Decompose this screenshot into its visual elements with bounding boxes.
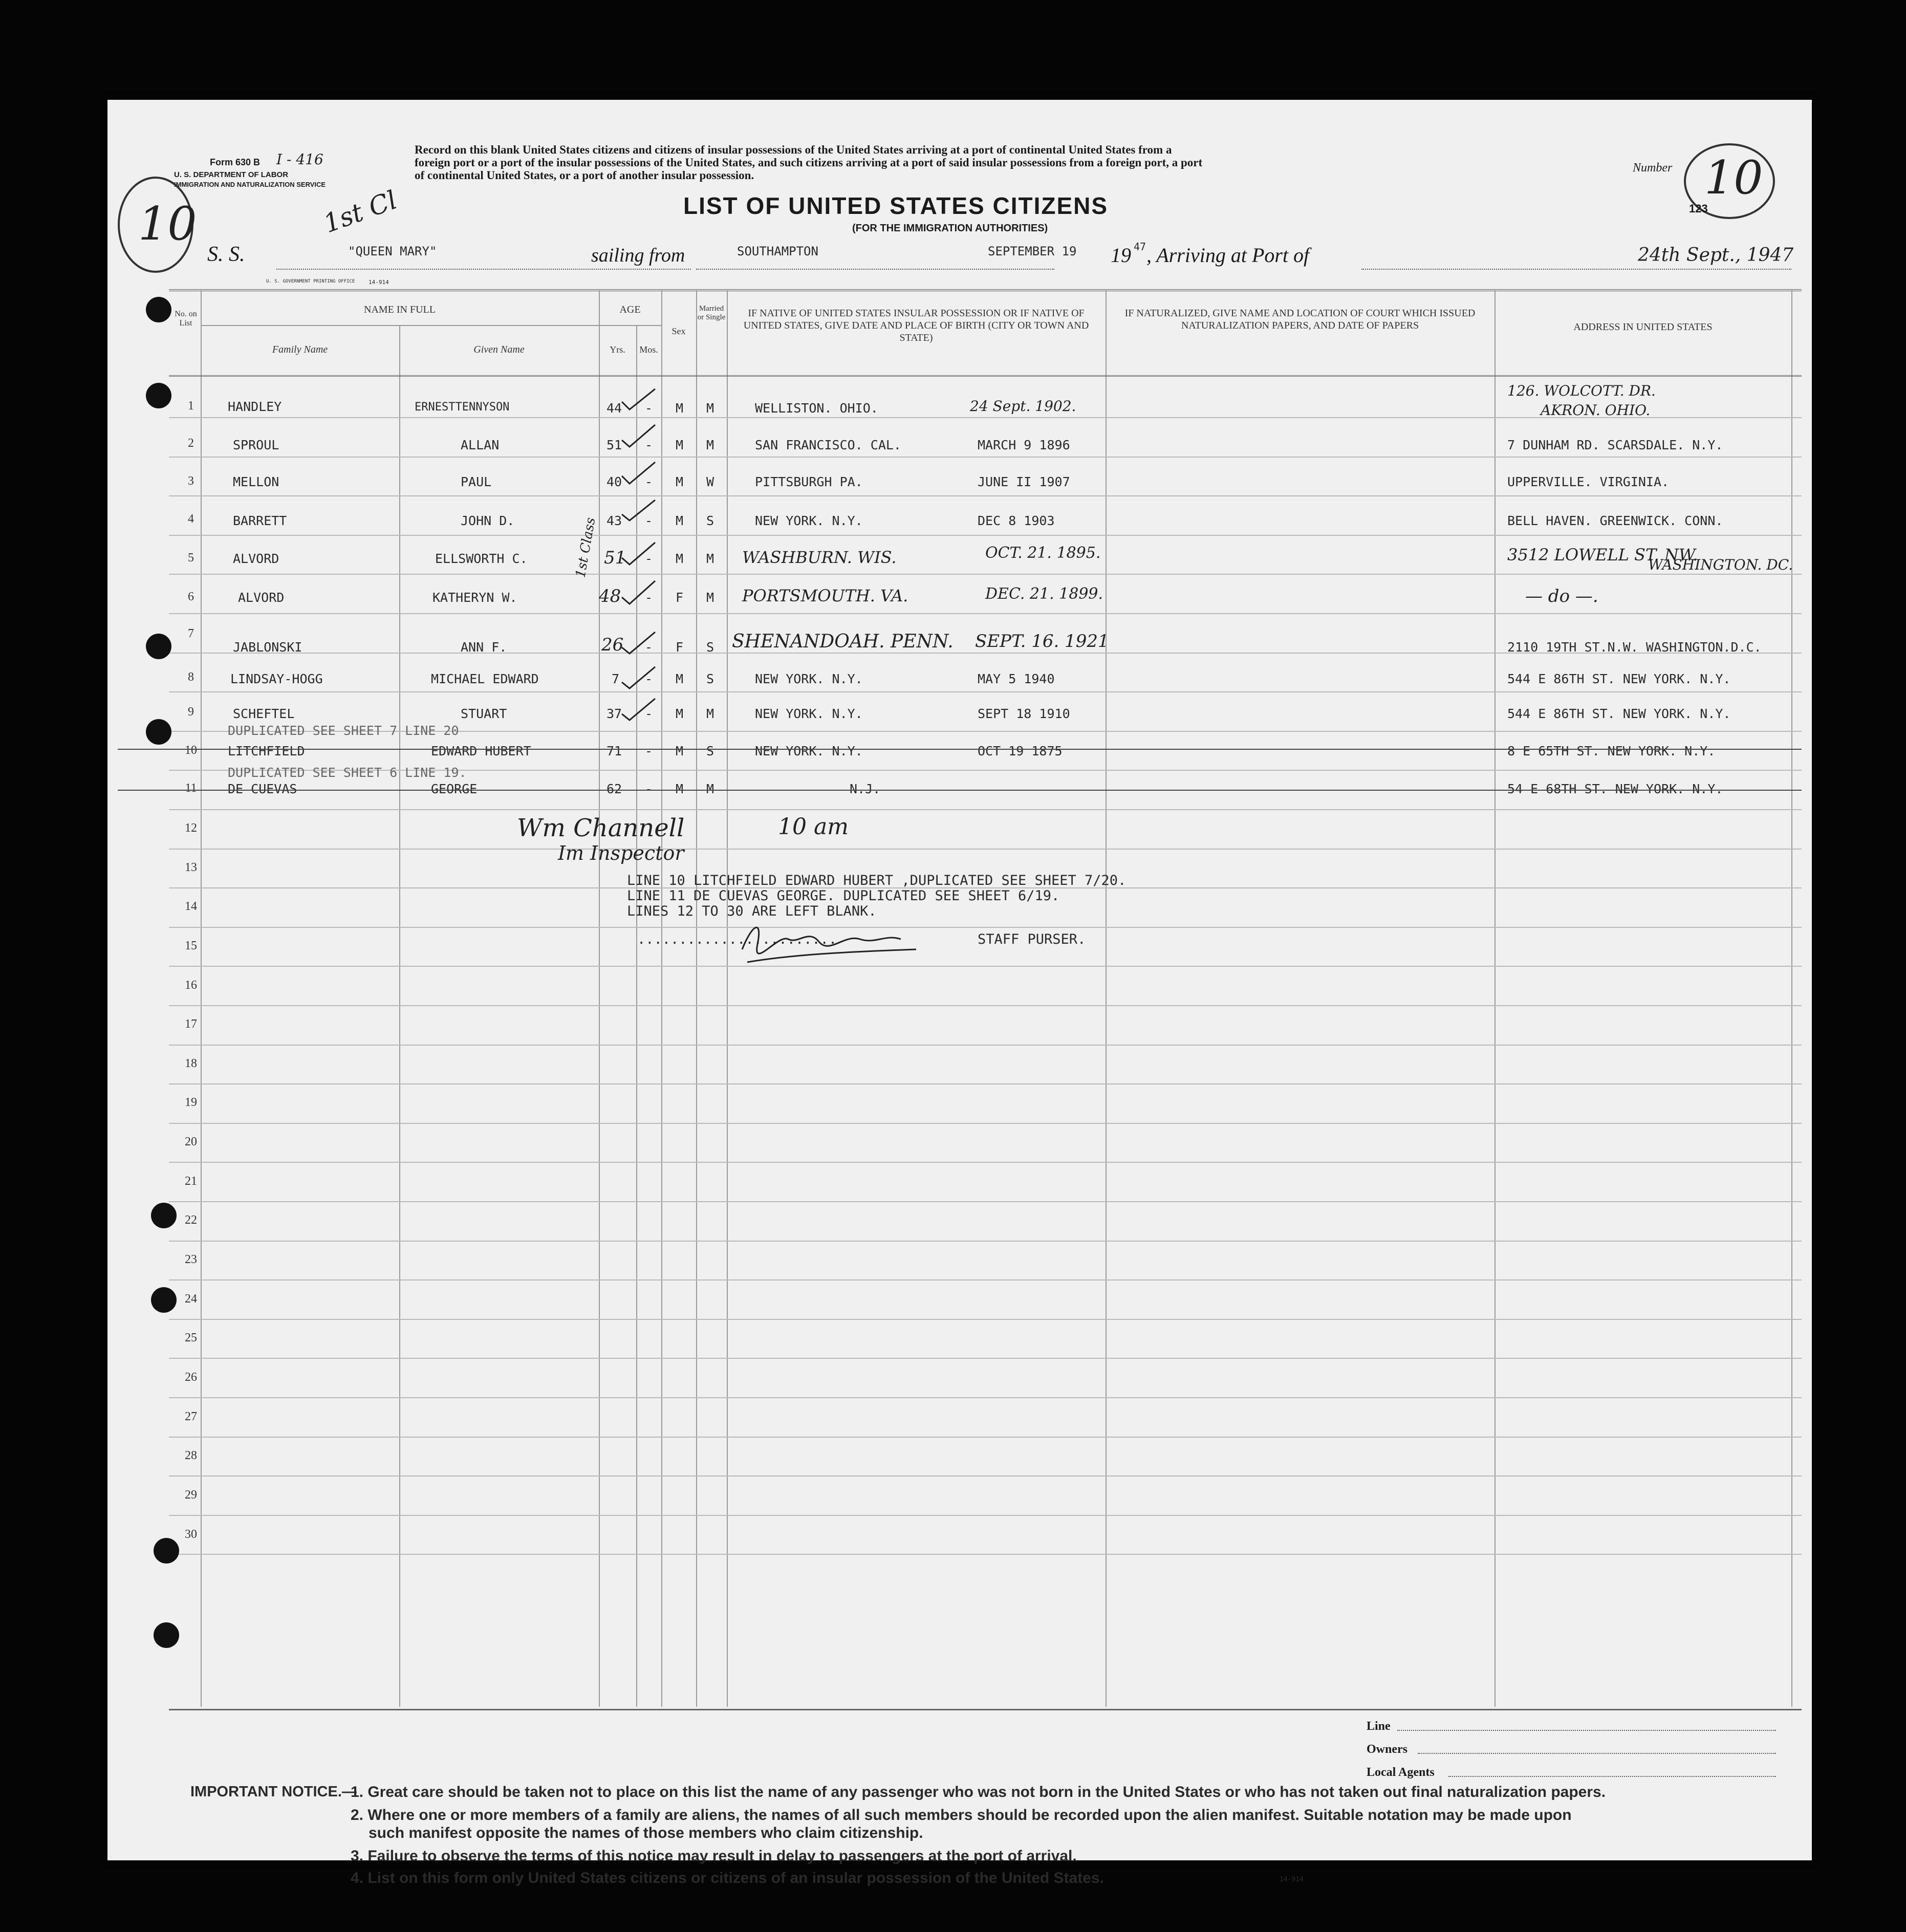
age-years: 40 (607, 474, 622, 489)
row-rule (169, 1279, 1802, 1280)
birth-date: JUNE II 1907 (978, 474, 1070, 489)
family-name: SCHEFTEL (233, 706, 295, 721)
birth-place: PORTSMOUTH. VA. (742, 586, 908, 605)
age-months: - (645, 590, 653, 605)
birth-place: WELLISTON. OHIO. (755, 401, 878, 416)
number-label: Number (1633, 161, 1673, 175)
printing-office: U. S. GOVERNMENT PRINTING OFFICE (266, 279, 355, 284)
given-name: PAUL (461, 474, 492, 489)
family-name: ALVORD (233, 551, 279, 566)
given-name: STUART (461, 706, 507, 721)
year-prefix: 19 (1111, 244, 1131, 267)
agents-label: Local Agents (1367, 1766, 1435, 1779)
purser-note-3: LINES 12 TO 30 ARE LEFT BLANK. (627, 903, 877, 919)
row-number: 4 (188, 512, 194, 526)
row-rule (169, 1241, 1802, 1242)
port-from: SOUTHAMPTON (737, 244, 818, 258)
row-rule (169, 1437, 1802, 1438)
family-name: BARRETT (233, 513, 287, 528)
punch-hole (146, 297, 171, 322)
birth-place: NEW YORK. N.Y. (755, 513, 863, 528)
birth-place: PITTSBURGH PA. (755, 474, 863, 489)
family-name: MELLON (233, 474, 279, 489)
footer-code: 14-914 (1280, 1876, 1304, 1883)
given-name: MICHAEL EDWARD (431, 671, 539, 686)
row-rule (169, 1005, 1802, 1006)
class-note: 1st Cl (319, 185, 401, 239)
purser-note-2: LINE 11 DE CUEVAS GEORGE. DUPLICATED SEE SHEET 6/19. (627, 888, 1060, 904)
row-rule (169, 1162, 1802, 1163)
age-months: - (645, 401, 653, 416)
page-title: LIST OF UNITED STATES CITIZENS (683, 192, 1109, 219)
marital-status: M (706, 401, 714, 416)
port-underline (696, 269, 1054, 270)
family-name: ALVORD (238, 590, 285, 605)
punch-hole (154, 1538, 179, 1564)
row-rule (169, 574, 1802, 575)
header-married: Married or Single (697, 305, 726, 321)
sex: M (676, 706, 684, 721)
row-rule (169, 1554, 1802, 1555)
address: 8 E 65TH ST. NEW YORK. N.Y. (1507, 744, 1716, 758)
form-stamp: I - 416 (276, 151, 323, 168)
row-rule (169, 1397, 1802, 1398)
row-number: 24 (185, 1292, 197, 1306)
header-address: ADDRESS IN UNITED STATES (1573, 321, 1713, 333)
row-number: 29 (185, 1488, 197, 1502)
row-number: 21 (185, 1175, 197, 1188)
notice-title: IMPORTANT NOTICE.— (190, 1784, 357, 1800)
given-name: EDWARD HUBERT (431, 744, 531, 758)
row-number: 13 (185, 861, 197, 874)
row-rule (169, 613, 1802, 614)
header-mos: Mos. (639, 344, 658, 355)
row-rule (169, 1475, 1802, 1477)
sex: M (676, 744, 684, 758)
row-rule (169, 495, 1802, 496)
age-months: - (645, 474, 653, 489)
strike-line-10 (118, 749, 1802, 750)
birth-date: 24 Sept. 1902. (970, 398, 1076, 415)
row-rule (169, 691, 1802, 692)
age-years: 43 (607, 513, 622, 528)
address: 3512 LOWELL ST. NW. (1507, 545, 1698, 565)
birth-date: SEPT. 16. 1921 (975, 631, 1109, 652)
birth-place: N.J. (850, 782, 881, 796)
family-name: SPROUL (233, 438, 279, 452)
inspector-title: Im Inspector (558, 842, 684, 864)
row-rule (169, 457, 1802, 458)
birth-date: OCT 19 1875 (978, 744, 1063, 758)
age-years: 7 (612, 671, 620, 686)
address: 54 E 68TH ST. NEW YORK. N.Y. (1507, 782, 1723, 796)
instruction-1: Record on this blank United States citizens and citizens of insular possessions of the United States arriving at a port of continental United States from a (415, 143, 1172, 156)
header-birth: IF NATIVE OF UNITED STATES INSULAR POSSESSION OR IF NATIVE OF UNITED STATES, GIVE DATE AND PLACE OF BIRTH (CITY OR TOWN AND STATE) (743, 308, 1089, 343)
birth-place: NEW YORK. N.Y. (755, 671, 863, 686)
row-rule (169, 1201, 1802, 1202)
birth-date: DEC. 21. 1899. (985, 585, 1103, 603)
inspector-time: 10 am (778, 814, 849, 840)
notice-2a: 2. Where one or more members of a family are aliens, the names of all such members should be recorded upon the alien manifest. Suitable notation may be made upon (351, 1807, 1572, 1824)
purser-signature (732, 914, 937, 970)
given-name: JOHN D. (461, 513, 515, 528)
duplicate-note: DUPLICATED SEE SHEET 7 LINE 20 (228, 723, 459, 738)
row-number: 25 (185, 1331, 197, 1344)
age-months: - (645, 782, 653, 796)
header-family: Family Name (272, 344, 328, 355)
manifest-sheet (107, 100, 1812, 1886)
row-number: 9 (188, 705, 194, 719)
row-rule (169, 1083, 1802, 1084)
page-subtitle: (FOR THE IMMIGRATION AUTHORITIES) (852, 223, 1048, 234)
birth-date: MAY 5 1940 (978, 671, 1055, 686)
row-rule (169, 809, 1802, 810)
row-number: 5 (188, 551, 194, 565)
birth-place: WASHBURN. WIS. (742, 548, 897, 567)
birth-place: SHENANDOAH. PENN. (732, 631, 954, 652)
family-name: LINDSAY-HOGG (230, 671, 323, 686)
birth-date: OCT. 21. 1895. (985, 544, 1101, 562)
strike-line-11 (118, 790, 1802, 791)
year-suffix: 47 (1134, 241, 1146, 253)
sex: M (676, 782, 684, 796)
sex: M (676, 438, 684, 452)
age-months: - (645, 744, 653, 758)
row-number: 11 (185, 782, 197, 795)
family-name: JABLONSKI (233, 640, 302, 655)
notice-2b: such manifest opposite the names of those members who claim citizenship. (369, 1825, 923, 1841)
header-naturalized: IF NATURALIZED, GIVE NAME AND LOCATION OF COURT WHICH ISSUED NATURALIZATION PAPERS, AND DATE OF PAPERS (1124, 308, 1476, 331)
purser-dots: ........................ (637, 931, 837, 947)
row-number: 16 (185, 979, 197, 992)
age-years: 62 (607, 782, 622, 796)
marital-status: M (706, 438, 714, 452)
row-number: 27 (185, 1410, 197, 1423)
sex: M (676, 401, 684, 416)
line-label: Line (1367, 1720, 1391, 1733)
number-value: 10 (1704, 151, 1763, 205)
row-rule (169, 966, 1802, 967)
sex: M (676, 474, 684, 489)
birth-place: NEW YORK. N.Y. (755, 744, 863, 758)
marital-status: M (706, 590, 714, 605)
arrival-underline (1361, 269, 1791, 270)
dept-line-2: IMMIGRATION AND NATURALIZATION SERVICE (174, 181, 326, 188)
margin-note: 1st Class (573, 516, 599, 579)
sex: M (676, 671, 684, 686)
row-number: 19 (185, 1096, 197, 1109)
purser-title: STAFF PURSER. (978, 931, 1086, 947)
birth-date: MARCH 9 1896 (978, 438, 1070, 452)
row-number: 30 (185, 1528, 197, 1541)
row-number: 28 (185, 1449, 197, 1462)
ss-label: S. S. (207, 243, 245, 266)
family-name: DE CUEVAS (228, 782, 297, 796)
header-name: NAME IN FULL (364, 304, 436, 315)
address: UPPERVILLE. VIRGINIA. (1507, 474, 1670, 489)
row-number: 26 (185, 1371, 197, 1384)
punch-hole (154, 1622, 179, 1648)
owners-label: Owners (1367, 1743, 1407, 1756)
given-name: ELLSWORTH C. (435, 551, 528, 566)
header-age: AGE (619, 304, 641, 315)
row-rule (169, 1515, 1802, 1516)
print-code: 14-914 (369, 279, 389, 286)
address: BELL HAVEN. GREENWICK. CONN. (1507, 513, 1723, 528)
address: 544 E 86TH ST. NEW YORK. N.Y. (1507, 671, 1731, 686)
page-circle-number: 10 (138, 197, 197, 251)
header-no: No. on List (175, 310, 197, 328)
row-number: 15 (185, 939, 197, 952)
age-years: 44 (607, 401, 622, 416)
ship-underline (276, 269, 691, 270)
row-number: 7 (188, 627, 194, 640)
age-years: 48 (599, 586, 621, 606)
header-given: Given Name (473, 344, 525, 355)
row-number: 2 (188, 437, 194, 450)
instruction-3: of continental United States, or a port of another insular possession. (415, 169, 754, 182)
arriving-label: , Arriving at Port of (1146, 244, 1310, 267)
row-rule (169, 1045, 1802, 1046)
row-number: 22 (185, 1213, 197, 1227)
header-sex: Sex (672, 326, 686, 336)
date-sailed: SEPTEMBER 19 (988, 244, 1077, 258)
birth-place: NEW YORK. N.Y. (755, 706, 863, 721)
row-rule (169, 535, 1802, 536)
marital-status: S (706, 744, 714, 758)
birth-date: SEPT 18 1910 (978, 706, 1070, 721)
row-number: 12 (185, 821, 197, 835)
given-name: GEORGE (431, 782, 478, 796)
age-months: - (645, 438, 653, 452)
birth-date: DEC 8 1903 (978, 513, 1055, 528)
given-name: ANN F. (461, 640, 507, 655)
duplicate-note: DUPLICATED SEE SHEET 6 LINE 19. (228, 765, 467, 780)
age-years: 51 (607, 438, 622, 452)
age-years: 37 (607, 706, 622, 721)
given-name: ERNESTTENNYSON (415, 401, 510, 414)
family-name: HANDLEY (228, 399, 282, 414)
row-rule (169, 927, 1802, 928)
header-yrs: Yrs. (610, 344, 625, 355)
address-line-2: WASHINGTON. DC. (1648, 556, 1793, 573)
instruction-2: foreign port or a port of the insular possessions of the United States, and such citizens arriving at a port of said insular possessions from a foreign port, a port (415, 156, 1203, 169)
marital-status: W (706, 474, 714, 489)
age-months: - (645, 706, 653, 721)
number-printed: 123 (1689, 202, 1708, 215)
age-months: - (645, 640, 653, 655)
row-rule (169, 1358, 1802, 1359)
given-name: KATHERYN W. (432, 590, 517, 605)
notice-1: 1. Great care should be taken not to place on this list the name of any passenger who was not born in the United States or who has not taken out final naturalization papers. (351, 1784, 1606, 1800)
row-number: 17 (185, 1017, 197, 1031)
manifest-table (169, 289, 1802, 1710)
row-number: 6 (188, 590, 194, 603)
address: 126. WOLCOTT. DR. (1507, 382, 1656, 399)
address: — do —. (1525, 586, 1598, 606)
arrival-date: 24th Sept., 1947 (1638, 245, 1794, 266)
punch-hole (146, 634, 171, 659)
row-number: 18 (185, 1057, 197, 1070)
sex: M (676, 513, 684, 528)
address: 2110 19TH ST.N.W. WASHINGTON.D.C. (1507, 640, 1762, 655)
marital-status: S (706, 513, 714, 528)
row-rule (169, 849, 1802, 850)
age-years: 51 (604, 548, 626, 568)
notice-4: 4. List on this form only United States citizens or citizens of an insular possession of the United States. (351, 1870, 1104, 1886)
marital-status: M (706, 551, 714, 566)
row-number: 3 (188, 474, 194, 488)
marital-status: M (706, 706, 714, 721)
notice-3: 3. Failure to observe the terms of this notice may result in delay to passengers at the port of arrival. (351, 1848, 1077, 1864)
age-years: 26 (601, 635, 624, 655)
family-name: LITCHFIELD (228, 744, 305, 758)
row-number: 20 (185, 1135, 197, 1148)
row-number: 8 (188, 670, 194, 684)
address-line-2: AKRON. OHIO. (1541, 402, 1651, 419)
purser-note-1: LINE 10 LITCHFIELD EDWARD HUBERT ,DUPLICATED SEE SHEET 7/20. (627, 873, 1127, 888)
age-months: - (645, 551, 653, 566)
sailing-label: sailing from (591, 245, 685, 266)
sex: F (676, 640, 684, 655)
check-marks (619, 386, 670, 724)
given-name: ALLAN (461, 438, 500, 452)
inspector-name: Wm Channell (517, 814, 685, 842)
row-number: 1 (188, 399, 194, 413)
row-rule (169, 1319, 1802, 1320)
punch-hole (151, 1287, 177, 1313)
marital-status: M (706, 782, 714, 796)
birth-place: SAN FRANCISCO. CAL. (755, 438, 901, 452)
punch-hole (146, 719, 171, 745)
age-years: 71 (607, 744, 622, 758)
dept-line-1: U. S. DEPARTMENT OF LABOR (174, 170, 289, 179)
row-number: 10 (185, 744, 197, 757)
age-months: - (645, 671, 653, 686)
age-months: - (645, 513, 653, 528)
sex: M (676, 551, 684, 566)
punch-hole (151, 1203, 177, 1228)
address: 544 E 86TH ST. NEW YORK. N.Y. (1507, 706, 1731, 721)
form-number: Form 630 B (210, 157, 261, 167)
row-rule (169, 1123, 1802, 1124)
marital-status: S (706, 640, 714, 655)
address: 7 DUNHAM RD. SCARSDALE. N.Y. (1507, 438, 1723, 452)
row-number: 23 (185, 1253, 197, 1266)
punch-hole (146, 383, 171, 408)
ship-name: "QUEEN MARY" (348, 244, 437, 258)
row-number: 14 (185, 900, 197, 913)
sex: F (676, 590, 684, 605)
marital-status: S (706, 671, 714, 686)
